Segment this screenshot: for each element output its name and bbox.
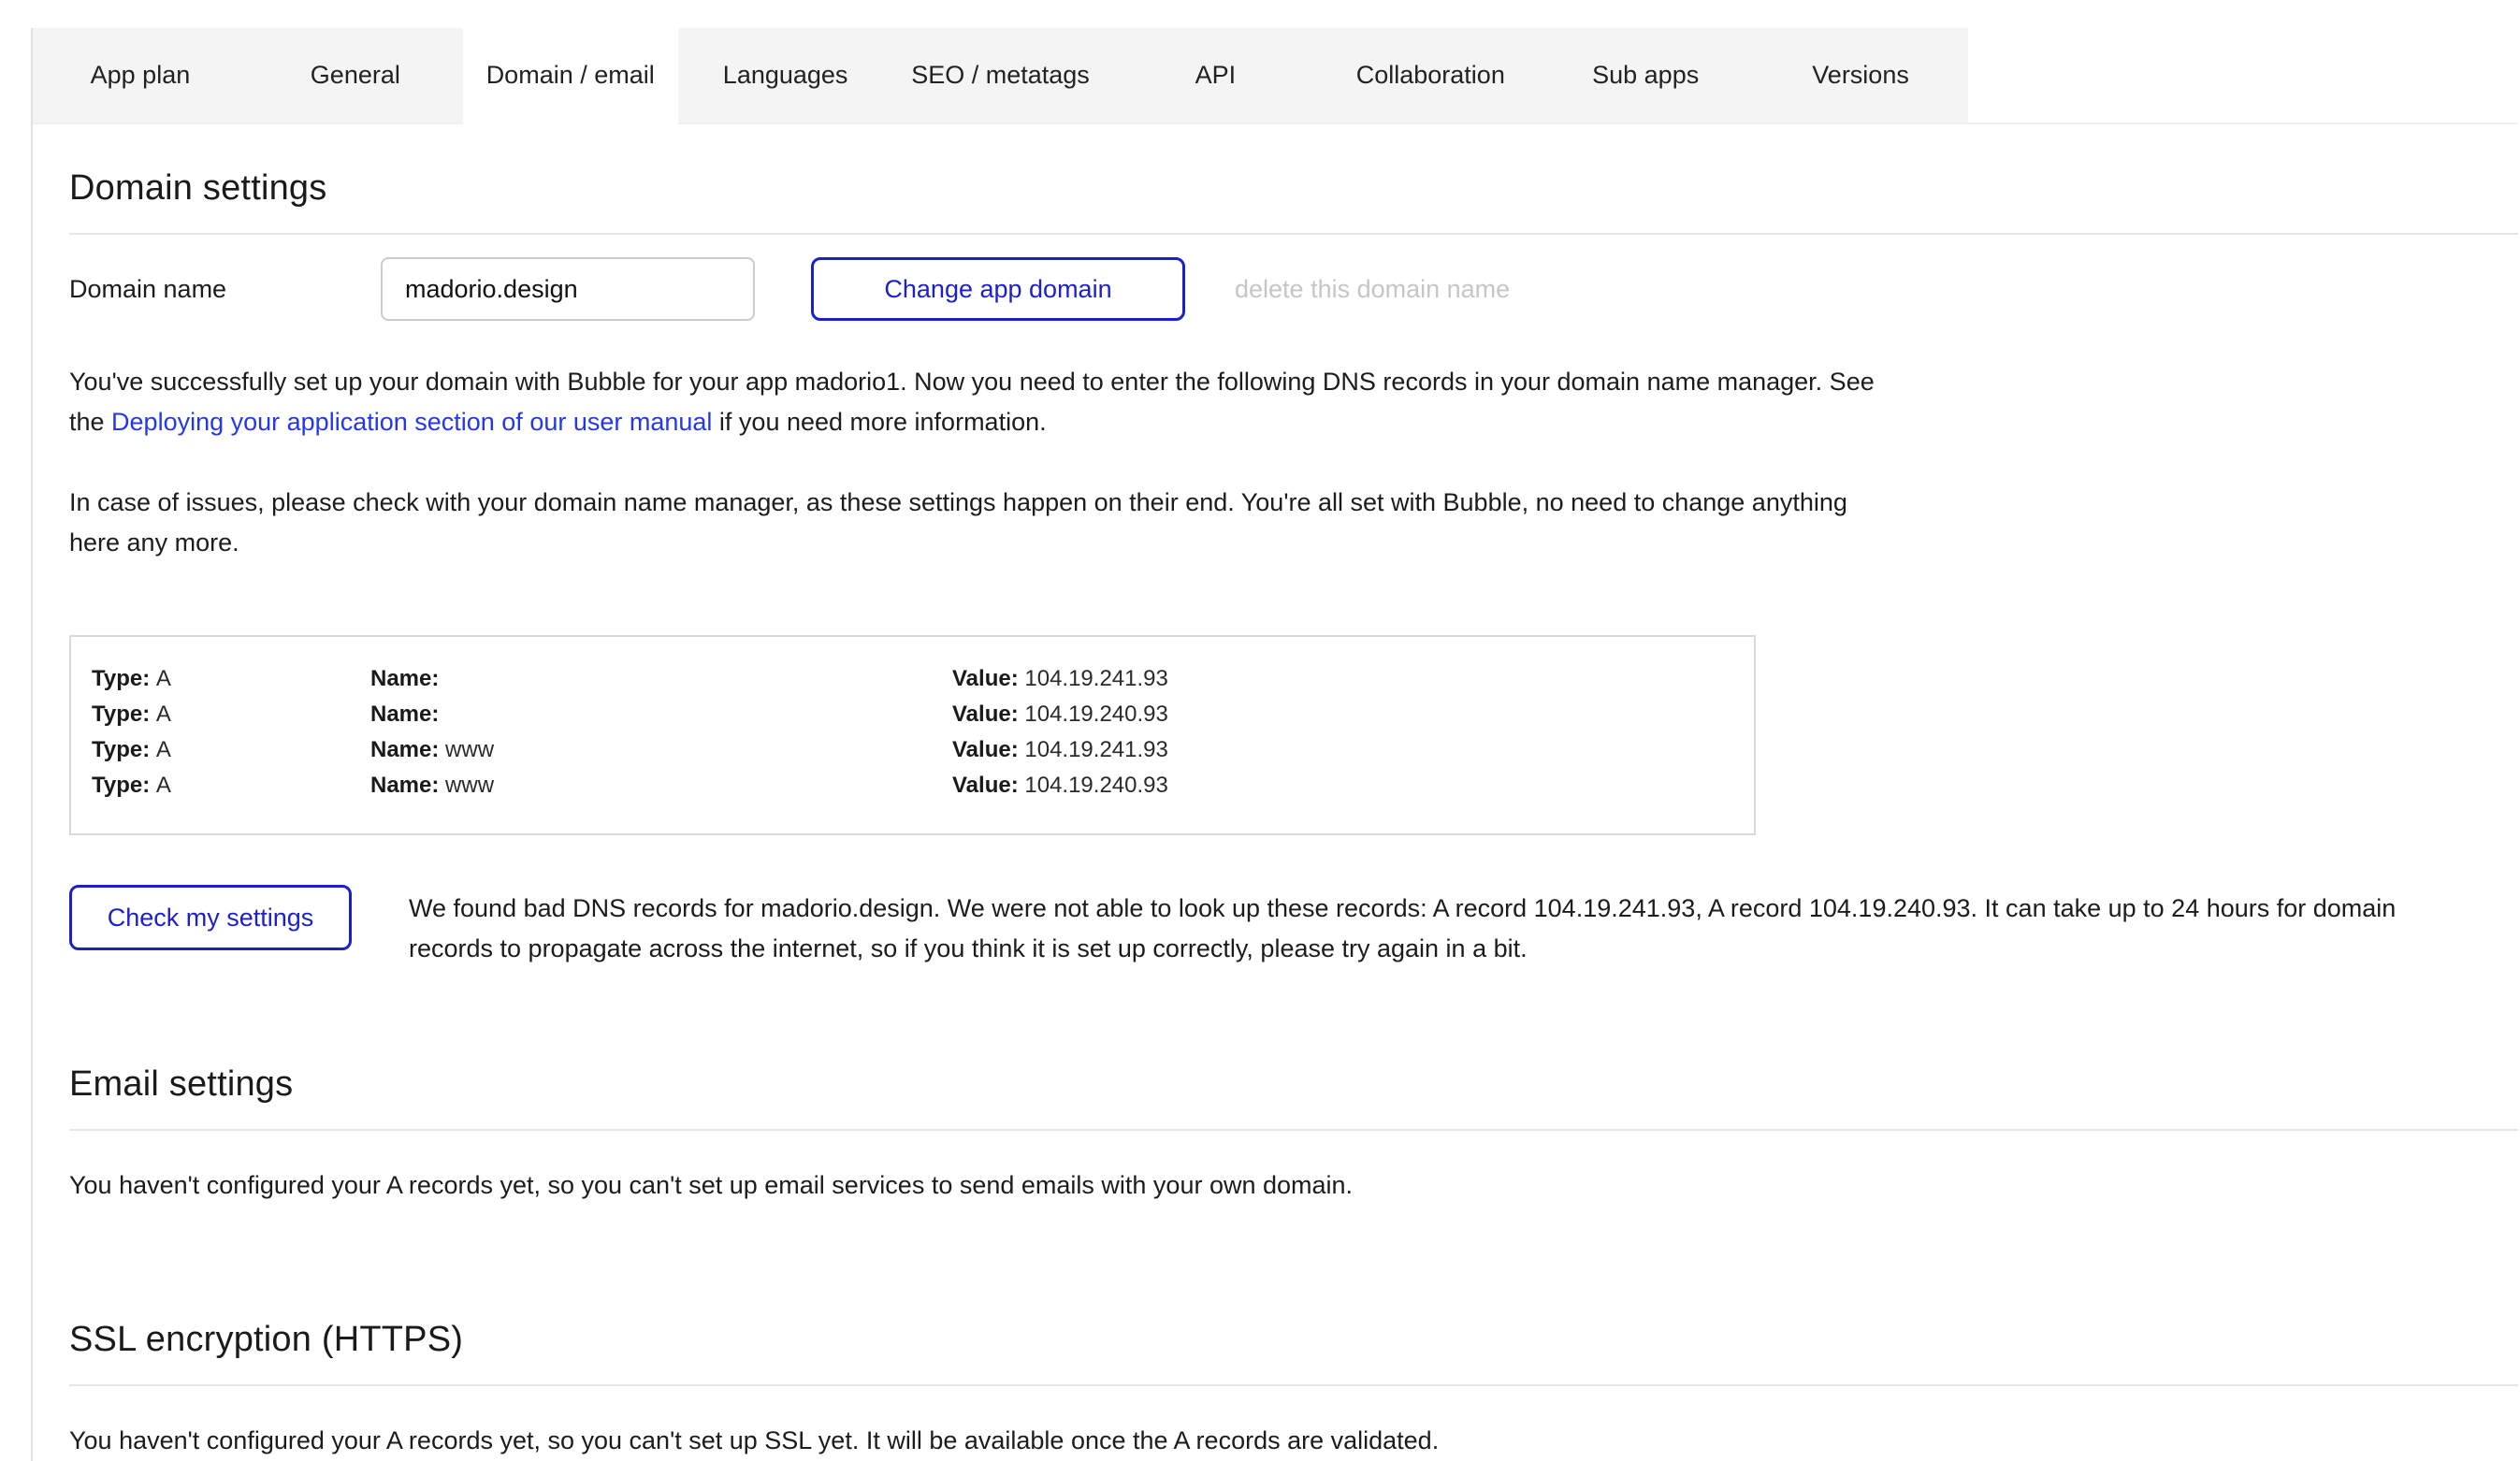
tab-versions[interactable]: Versions — [1812, 61, 1909, 89]
domain-name-row — [69, 257, 2518, 321]
dns-value-label: Value: — [952, 702, 1025, 727]
dns-name-value: www — [445, 737, 495, 762]
domain-issues-paragraph: In case of issues, please check with your domain name manager, as these settings happen on their end. You're all set with Bubble, no need to change anything here any more. — [69, 488, 1847, 557]
change-app-domain-button[interactable]: Change app domain — [811, 257, 1185, 321]
tab-bar — [33, 28, 1968, 123]
ssl-encryption-title: SSL encryption (HTTPS) — [69, 1320, 464, 1359]
dns-value-value: 104.19.240.93 — [1024, 702, 1168, 727]
dns-name-label: Name: — [370, 702, 446, 727]
settings-frame — [31, 28, 2518, 1461]
divider — [69, 1384, 2518, 1386]
tab-content — [33, 124, 2518, 1461]
ssl-encryption-note: You haven't configured your A records yet, so you can't set up SSL yet. It will be available once the A records are validated. — [69, 1426, 1440, 1454]
dns-record-row — [92, 697, 1754, 732]
divider — [69, 233, 2518, 235]
tab-languages[interactable]: Languages — [722, 61, 848, 89]
dns-name-value: www — [445, 773, 495, 798]
dns-value-value: 104.19.241.93 — [1024, 666, 1168, 691]
dns-record-row — [92, 732, 1754, 768]
dns-type-value: A — [155, 702, 171, 727]
dns-type-label: Type: — [92, 737, 156, 762]
intro-text-after-link: if you need more information. — [712, 408, 1047, 436]
tab-bar-container — [33, 28, 2518, 124]
dns-records-box — [69, 635, 1756, 835]
dns-type-label: Type: — [92, 702, 156, 727]
delete-domain-link[interactable]: delete this domain name — [1235, 274, 1511, 303]
user-manual-link[interactable]: Deploying your application section of our user manual — [111, 408, 713, 436]
check-my-settings-button[interactable]: Check my settings — [69, 885, 352, 950]
check-settings-row — [69, 885, 2518, 969]
dns-name-label: Name: — [370, 737, 446, 762]
email-settings-note: You haven't configured your A records yet, so you can't set up email services to send emails with your own domain. — [69, 1171, 1354, 1199]
tab-app-plan[interactable]: App plan — [90, 61, 191, 89]
dns-value-value: 104.19.240.93 — [1024, 773, 1168, 798]
intro-text-before-link: You've successfully set up your domain with Bubble for your app madorio1. Now you need to enter the following DNS records in your domain name manager. See the — [69, 368, 1875, 436]
dns-name-label: Name: — [370, 773, 446, 798]
dns-record-row — [92, 661, 1754, 697]
tab-sub-apps[interactable]: Sub apps — [1592, 61, 1700, 89]
dns-value-label: Value: — [952, 773, 1025, 798]
dns-value-value: 104.19.241.93 — [1024, 737, 1168, 762]
domain-settings-title: Domain settings — [69, 168, 327, 208]
dns-type-value: A — [155, 737, 171, 762]
dns-type-label: Type: — [92, 773, 156, 798]
domain-intro-paragraph — [69, 362, 1889, 442]
divider — [69, 1129, 2518, 1131]
tab-seo-metatags[interactable]: SEO / metatags — [911, 61, 1090, 89]
domain-name-input[interactable] — [381, 257, 755, 321]
dns-check-result-message: We found bad DNS records for madorio.design. We were not able to look up these records: A record 104.19.241.93, A record 104.19.240.93. It can take up to 24 hours for domain records to propagate across the internet, so if you think it is set up correctly, please try again in a bit. — [409, 894, 2397, 962]
dns-type-value: A — [155, 666, 171, 691]
dns-name-label: Name: — [370, 666, 446, 691]
tab-collaboration[interactable]: Collaboration — [1355, 61, 1505, 89]
tab-api[interactable]: API — [1195, 61, 1237, 89]
email-settings-title: Email settings — [69, 1064, 294, 1104]
tab-domain-email[interactable]: Domain / email — [463, 28, 678, 123]
dns-value-label: Value: — [952, 666, 1025, 691]
dns-value-label: Value: — [952, 737, 1025, 762]
dns-type-label: Type: — [92, 666, 156, 691]
tab-general[interactable]: General — [310, 61, 400, 89]
domain-name-label: Domain name — [69, 274, 227, 303]
dns-type-value: A — [155, 773, 171, 798]
dns-record-row — [92, 768, 1754, 803]
